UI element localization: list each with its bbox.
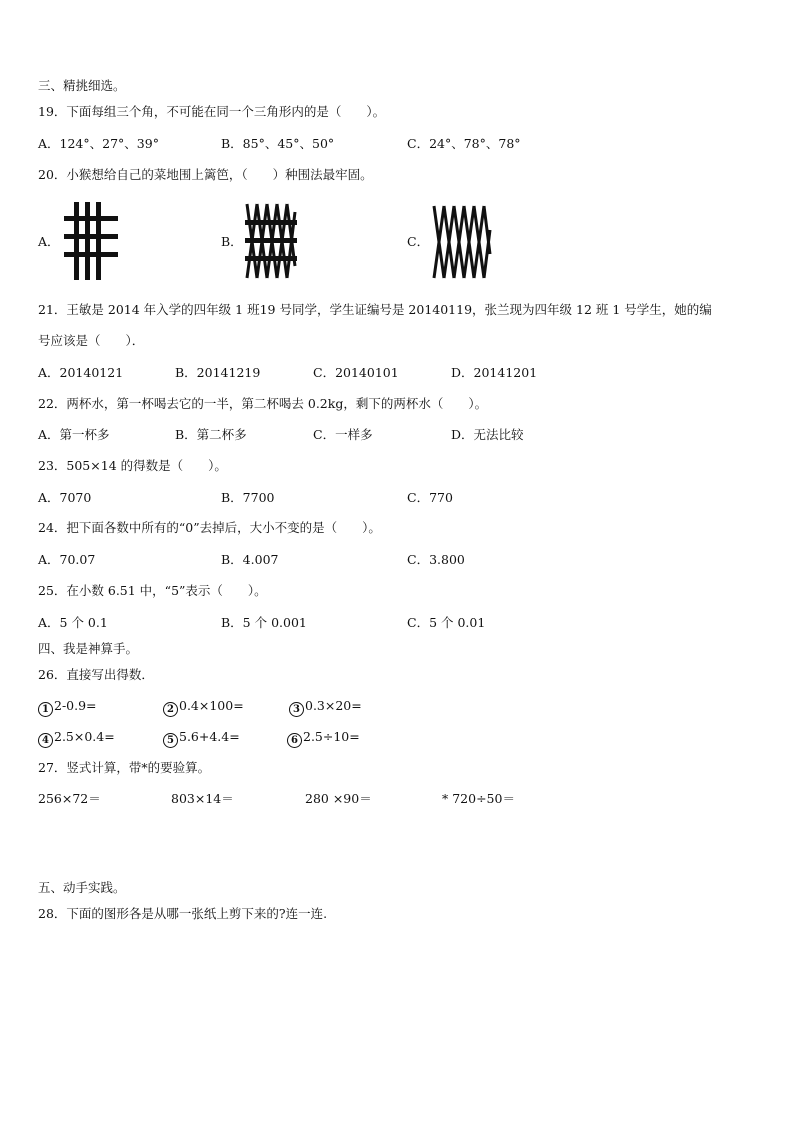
q21-option-d: D．20141201 bbox=[451, 365, 538, 380]
circled-number: 5 bbox=[163, 733, 178, 748]
q21-option-b: B．20141219 bbox=[175, 365, 261, 380]
q23-option-c: C．770 bbox=[407, 490, 453, 505]
question-22: 22．两杯水，第一杯喝去它的一半，第二杯喝去 0.2kg，剩下的两杯水（ ）。 bbox=[38, 396, 488, 411]
q23-option-b: B．7700 bbox=[221, 490, 275, 505]
q27-item-3: 280 ×90＝ bbox=[305, 791, 372, 806]
question-27: 27．竖式计算，带*的要验算。 bbox=[38, 760, 211, 775]
expression: 5.6+4.4= bbox=[179, 729, 240, 744]
circled-number: 3 bbox=[289, 702, 304, 717]
question-21-line-2: 号应该是（ ）． bbox=[38, 333, 145, 348]
question-28: 28．下面的图形各是从哪一张纸上剪下来的?连一连. bbox=[38, 906, 328, 921]
q21-option-c: C．20140101 bbox=[313, 365, 399, 380]
q26-item-1 bbox=[38, 698, 97, 717]
q24-option-c: C．3.800 bbox=[407, 552, 465, 567]
q27-item-2: 803×14＝ bbox=[171, 791, 234, 806]
q19-option-c: C．24°、78°、78° bbox=[407, 136, 521, 151]
zigzag-fence-icon bbox=[430, 204, 492, 280]
q22-option-c: C．一样多 bbox=[313, 427, 373, 442]
q25-option-c: C．5 个 0.01 bbox=[407, 615, 486, 630]
q26-item-6 bbox=[287, 729, 360, 748]
q26-item-2 bbox=[163, 698, 244, 717]
expression: 2-0.9= bbox=[54, 698, 97, 713]
question-19: 19．下面每组三个角，不可能在同一个三角形内的是（ ）。 bbox=[38, 104, 386, 119]
section-title-5: 五、动手实践。 bbox=[38, 880, 126, 895]
q20-option-a: A． bbox=[38, 234, 60, 249]
question-26: 26．直接写出得数． bbox=[38, 667, 154, 682]
question-20: 20．小猴想给自己的菜地围上篱笆，（ ）种围法最牢固。 bbox=[38, 167, 373, 182]
q25-option-a: A．5 个 0.1 bbox=[38, 615, 108, 630]
q23-option-a: A．7070 bbox=[38, 490, 92, 505]
expression: 0.3×20= bbox=[305, 698, 362, 713]
q20-option-b: B． bbox=[221, 234, 243, 249]
q24-option-b: B．4.007 bbox=[221, 552, 279, 567]
circled-number: 1 bbox=[38, 702, 53, 717]
q27-item-4: * 720÷50＝ bbox=[442, 791, 515, 806]
circled-number: 2 bbox=[163, 702, 178, 717]
grid-fence-icon bbox=[62, 200, 122, 282]
question-24: 24．把下面各数中所有的“0”去掉后，大小不变的是（ ）。 bbox=[38, 520, 381, 535]
q19-option-b: B．85°、45°、50° bbox=[221, 136, 335, 151]
q22-option-b: B．第二杯多 bbox=[175, 427, 247, 442]
section-title-3: 三、精挑细选。 bbox=[38, 78, 126, 93]
q20-option-c: C． bbox=[407, 234, 430, 249]
expression: 2.5÷10= bbox=[303, 729, 360, 744]
expression: 2.5×0.4= bbox=[54, 729, 115, 744]
expression: 0.4×100= bbox=[179, 698, 244, 713]
q24-option-a: A．70.07 bbox=[38, 552, 96, 567]
question-21-line-1: 21．王敏是 2014 年入学的四年级 1 班19 号同学，学生证编号是 20140119，张兰现为四年级 12 班 1 号学生，她的编 bbox=[38, 302, 712, 317]
q26-item-4 bbox=[38, 729, 115, 748]
q22-option-a: A．第一杯多 bbox=[38, 427, 110, 442]
q19-option-a: A．124°、27°、39° bbox=[38, 136, 159, 151]
circled-number: 6 bbox=[287, 733, 302, 748]
q27-item-1: 256×72＝ bbox=[38, 791, 101, 806]
q21-option-a: A．20140121 bbox=[38, 365, 124, 380]
q26-item-3 bbox=[289, 698, 362, 717]
circled-number: 4 bbox=[38, 733, 53, 748]
q25-option-b: B．5 个 0.001 bbox=[221, 615, 307, 630]
q26-item-5 bbox=[163, 729, 240, 748]
q22-option-d: D．无法比较 bbox=[451, 427, 524, 442]
crossed-lattice-fence-icon bbox=[243, 202, 299, 280]
question-23: 23．505×14 的得数是（ ）。 bbox=[38, 458, 227, 473]
question-25: 25．在小数 6.51 中，“5”表示（ ）。 bbox=[38, 583, 267, 598]
section-title-4: 四、我是神算手。 bbox=[38, 641, 139, 656]
